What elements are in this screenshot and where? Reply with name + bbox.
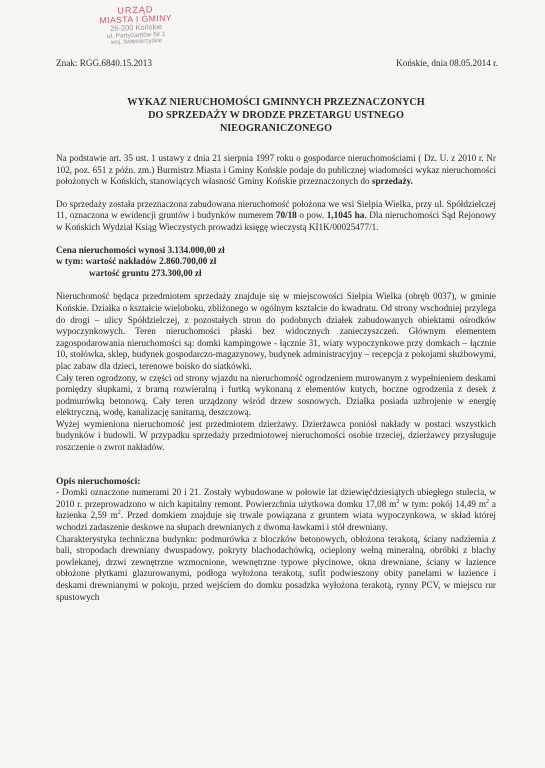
stamp-line: ul. Partyzantów Nr 1: [106, 30, 166, 41]
superscript: 2: [117, 510, 121, 517]
property-paragraph: [56, 199, 496, 234]
office-stamp: [85, 4, 186, 47]
title-line: DO SPRZEDAŻY W DRODZE PRZETARGU USTNEGO: [148, 110, 404, 121]
location-paragraph: Nieruchomość będąca przedmiotem sprzedaży znajduje się w miejscowości Sielpia Wielka (obręb 0037), w gminie Końskie. Działka o kształcie wieloboku, zbliżonego w ogólnym kształcie do kwadratu. Od strony wschodniej przylega do drogi – ulicy Spółdzielczej, z pozostałych stron do podobnych działek zabudowanych obiektami ośrodków wypoczynkowych. Teren nieruchomości płaski bez widocznych zanieczyszczeń. Głównym elementem zagospodarowania nieruchomości są: domki kampingowe - łącznie 31, wiaty wypoczynkowe przy domkach – łącznie 10, stołówka, sklep, budynek gospodarczo-magazynowy, budynek administracyjny – recepcja z pokojami służbowymi, plac zabaw dla dzieci, terenowe boisko do siatkówki.: [56, 291, 496, 371]
desc-text: w tym: pokój 14,49 m: [399, 498, 487, 509]
property-text: Do sprzedaży została przeznaczona zabudowana nieruchomość położona we wsi Sielpia Wielka, przy ul. Spółdzielczej 11, oznaczona w ewidencji gruntów i budynków numerem: [56, 198, 496, 221]
superscript: 2: [486, 498, 490, 505]
lease-paragraph: Wyżej wymieniona nieruchomość jest przedmiotem dzierżawy. Dzierżawca poniósł nakłady w postaci wszystkich budynków i budowli. W przypadku sprzedaży przedmiotowej nieruchomości osobie trzeciej, dzierżawcy przysługuje roszczenie o zwrot nakładów.: [56, 418, 496, 453]
reference-number: Znak: RGG.6840.15.2013: [56, 58, 152, 68]
intro-text: Na podstawie art. 35 ust. 1 ustawy z dnia 21 sierpnia 1997 roku o gospodarce nieruchomościami ( Dz. U. z 2010 r. Nr 102, poz. 651 z późn. zm.) Burmistrz Miasta i Gminy Końskie podaje do publicznej wiadomości wykaz nieruchomości położonych w Końskich, stanowiących własność Gminy Końskie przeznaczonych do: [56, 153, 496, 187]
price-block: [56, 245, 496, 280]
desc-text: . Przed domkiem znajduje się trwale powiązana z gruntem wiata wypoczynkowa, w skład której wchodzi zadaszenie deskowe na słupach drewnianych z dwoma ławkami i stół drewniany.: [56, 510, 496, 533]
stamp-line: woj. świętokrzyskie: [110, 38, 163, 46]
fencing-paragraph: Cały teren ogrodzony, w części od strony wjazdu na nieruchomość ogrodzeniem murowanym z wypełnieniem deskami pomiędzy słupkami, z bramą rozwieralną i furtką wykonaną z elementów kutych, boczne ogrodzenia z desek z podmurówką betonową. Cały teren urządzony wśród drzew sosnowych. Działka posiada uzbrojenie w energię elektryczną, wodę, kanalizację sanitarną, deszczową.: [56, 372, 496, 418]
price-total: Cena nieruchomości wynosi 3.134.000,00 zł: [56, 244, 225, 255]
intro-bold: sprzedaży.: [371, 176, 413, 187]
title-line: NIEOGRANICZONEGO: [219, 123, 333, 134]
property-text: . Dla nieruchomości Sąd Rejonowy w Końskich Wydział Ksiąg Wieczystych prowadzi księgę wieczystą KI1K/00025477/1.: [56, 210, 497, 232]
document-body: [56, 153, 496, 603]
stamp-line: MIASTA I GMINY: [99, 12, 173, 26]
price-improvements: w tym: wartość nakładów 2.860.700,00 zł: [56, 256, 217, 267]
property-text: o pow.: [296, 210, 327, 221]
parcel-area: 1,1045 ha: [326, 210, 365, 221]
price-land: wartość gruntu 273.300,00 zł: [89, 267, 202, 278]
desc-text: a łazienka 2,59 m: [56, 498, 497, 521]
technical-paragraph: Charakterystyka techniczna budynku: podmurówka z bloczków betonowych, obłożona terakotą, ściany nadziemia z bali, stropodach drewniany dwuspadowy, pokryty blachodachówką, ocieplony wełną mineralną, obróbki z blachy powlekanej, drzwi zewnętrzne wzmocnione, wewnętrzne typowe płycinowe, okna drewniane, ściany w łazience obłożone płytkami glazurowanymi, podłoga wyłożona terakotą, sufit podwieszony obity panelami w łazience i deskami drewnianymi w pokoju, przed wejściem do domku posadzka wyłożona terakotą, rynny PCV, w miejscu rur spustowych: [56, 533, 496, 602]
desc-text: - Domki oznaczone numerami 20 i 21. Zostały wybudowane w połowie lat dziewięćdziesiątych ubiegłego stulecia, w 2010 r. przeprowadzono w nich kapitalny remont. Powierzchnia użytkowa domku 17,08 m: [56, 487, 496, 509]
superscript: 2: [396, 498, 400, 505]
description-heading: Opis nieruchomości:: [56, 475, 141, 487]
document-title: [56, 96, 496, 135]
description-paragraph: [56, 487, 496, 533]
document-date: Końskie, dnia 08.05.2014 r.: [396, 58, 498, 68]
stamp-line: 26-200 Końskie: [109, 22, 163, 33]
intro-paragraph: [56, 153, 496, 188]
stamp-line: URZĄD: [117, 4, 154, 16]
title-line: WYKAZ NIERUCHOMOŚCI GMINNYCH PRZEZNACZONYCH: [127, 97, 425, 108]
parcel-number: 70/18: [275, 210, 297, 221]
